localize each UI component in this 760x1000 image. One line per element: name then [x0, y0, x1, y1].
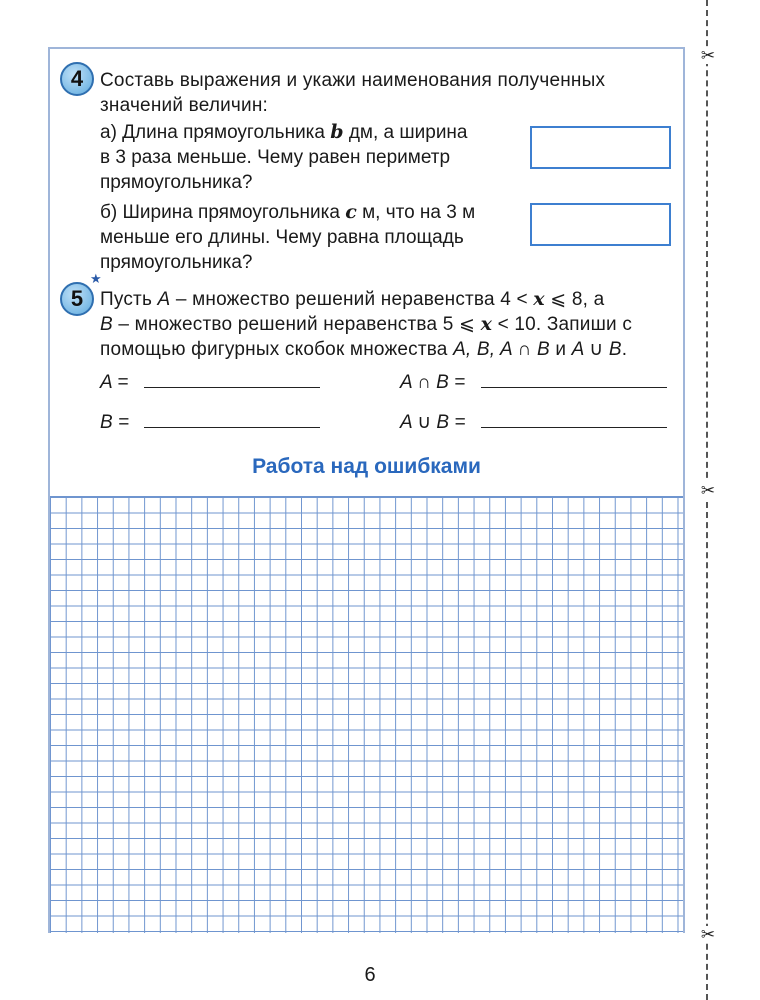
task5-l1b: – множество решений неравенства 4 <: [170, 289, 534, 310]
union-eq-label: A ∪ B =: [400, 412, 466, 433]
task5-l1a: Пусть: [100, 289, 158, 310]
task5-l2a: – множество решений неравенства 5 ⩽: [112, 314, 481, 335]
task5-l3-and: и: [549, 339, 572, 360]
answer-line-union[interactable]: [481, 427, 667, 428]
task4a-l1-post: дм, а ширина: [343, 122, 468, 143]
set-a-eq-label: A =: [100, 372, 129, 393]
task-number-badge: 5: [60, 282, 94, 316]
answer-box-a[interactable]: [530, 126, 671, 169]
sets-list: A, B, A ∩ B: [453, 339, 550, 360]
task4-line2: значений величин:: [100, 95, 269, 116]
task4a-l1-pre: а) Длина прямоугольника: [100, 122, 331, 143]
task4b-text: [100, 200, 525, 275]
intersection-eq-label: A ∩ B =: [400, 372, 466, 393]
answer-box-b[interactable]: [530, 203, 671, 246]
task4b-l3: прямоугольника?: [100, 252, 253, 273]
answer-line-b[interactable]: [144, 427, 320, 428]
variable-c: c: [345, 201, 357, 223]
set-a-label: A: [157, 289, 171, 310]
variable-x: x: [533, 288, 545, 310]
set-b-label: B: [100, 314, 113, 335]
task4-line1: Составь выражения и укажи наименования полученных: [100, 70, 606, 91]
task5-l3-end: .: [621, 339, 628, 360]
task5-l3a: помощью фигурных скобок множества: [100, 339, 454, 360]
task4b-l1-pre: б) Ширина прямоугольника: [100, 202, 346, 223]
section-title: Работа над ошибками: [252, 455, 481, 478]
task4-instruction: [100, 68, 680, 118]
union-label: A ∪ B: [571, 339, 622, 360]
task-number-badge: 4: [60, 62, 94, 96]
star-icon: ★: [90, 271, 102, 286]
set-b-eq-label: B =: [100, 412, 130, 433]
task4a-text: [100, 120, 525, 195]
scissors-icon: ✂: [700, 46, 716, 65]
page-number: 6: [364, 964, 376, 986]
variable-b: b: [330, 121, 344, 143]
task4a-l2: в 3 раза меньше. Чему равен периметр: [100, 147, 451, 168]
answer-line-intersection[interactable]: [481, 387, 667, 388]
variable-x: x: [480, 313, 493, 335]
task4b-l1-post: м, что на 3 м: [356, 202, 476, 223]
scissors-icon: ✂: [700, 481, 716, 500]
cut-line: [706, 0, 708, 1000]
task5-l2b: < 10. Запиши с: [492, 314, 633, 335]
task5-l1c: ⩽ 8, а: [544, 289, 605, 310]
squared-grid-area[interactable]: [50, 496, 683, 933]
scissors-icon: ✂: [700, 925, 716, 944]
task4b-l2: меньше его длины. Чему равна площадь: [100, 227, 464, 248]
task4a-l3: прямоугольника?: [100, 172, 253, 193]
answer-line-a[interactable]: [144, 387, 320, 388]
task5-text: [100, 287, 680, 362]
